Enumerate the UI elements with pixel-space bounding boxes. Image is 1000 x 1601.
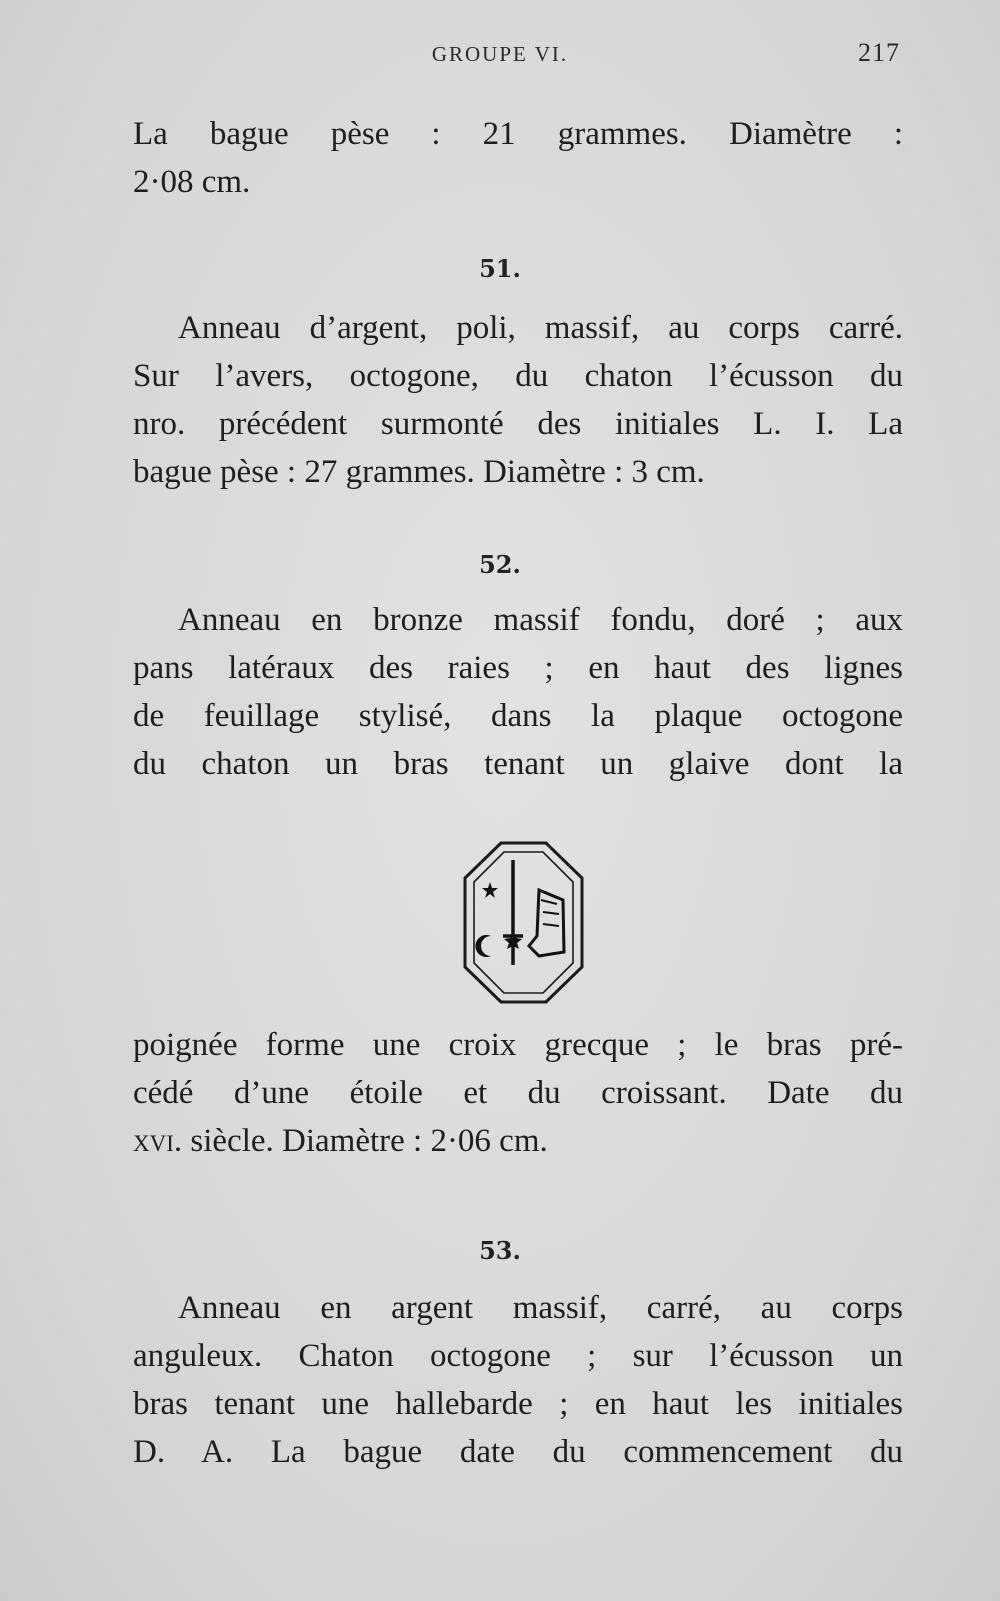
text-line: Anneau en bronze massif fondu, doré ; aux xyxy=(178,602,903,638)
text-line: bague pèse : 27 grammes. Diamètre : 3 cm. xyxy=(133,454,705,490)
text-line: D. A. La bague date du commencement du xyxy=(133,1434,903,1470)
text-line: de feuillage stylisé, dans la plaque octogone xyxy=(133,698,903,734)
text-line: anguleux. Chaton octogone ; sur l’écusson un xyxy=(133,1338,903,1374)
entry-51-paragraph xyxy=(133,304,903,496)
entry-number: 51. xyxy=(479,254,521,283)
text-line: nro. précédent surmonté des initiales L. I. La xyxy=(133,406,903,442)
entry-number: 52. xyxy=(479,550,521,579)
running-head-title: GROUPE VI. xyxy=(431,42,569,66)
text-line: 2·08 cm. xyxy=(133,164,251,200)
entry-52-continuation xyxy=(133,1021,903,1165)
text-line: poignée forme une croix grecque ; le bras pré- xyxy=(133,1027,903,1063)
text-line: Anneau en argent massif, carré, au corps xyxy=(178,1290,903,1326)
roman-numeral: xvi xyxy=(133,1123,174,1159)
entry-number: 53. xyxy=(479,1236,521,1265)
text-line: cédé d’une étoile et du croissant. Date du xyxy=(133,1075,903,1111)
text-line: La bague pèse : 21 grammes. Diamètre : xyxy=(133,116,903,152)
text-fragment: . siècle. Diamètre : 2·06 cm. xyxy=(173,1123,548,1159)
page-number: 217 xyxy=(858,38,900,67)
text-line: bras tenant une hallebarde ; en haut les initiales xyxy=(133,1386,903,1422)
text-line: du chaton un bras tenant un glaive dont la xyxy=(133,746,903,782)
paragraph-continued xyxy=(133,110,903,206)
seal-octagon-arm-sword-icon xyxy=(461,840,586,1005)
text-line: Anneau d’argent, poli, massif, au corps carré. xyxy=(178,310,903,346)
text-line xyxy=(133,1117,903,1165)
text-line: pans latéraux des raies ; en haut des lignes xyxy=(133,650,903,686)
entry-52-paragraph xyxy=(133,596,903,788)
running-head xyxy=(0,38,1000,72)
entry-53-paragraph xyxy=(133,1284,903,1476)
text-line: Sur l’avers, octogone, du chaton l’écusson du xyxy=(133,358,903,394)
